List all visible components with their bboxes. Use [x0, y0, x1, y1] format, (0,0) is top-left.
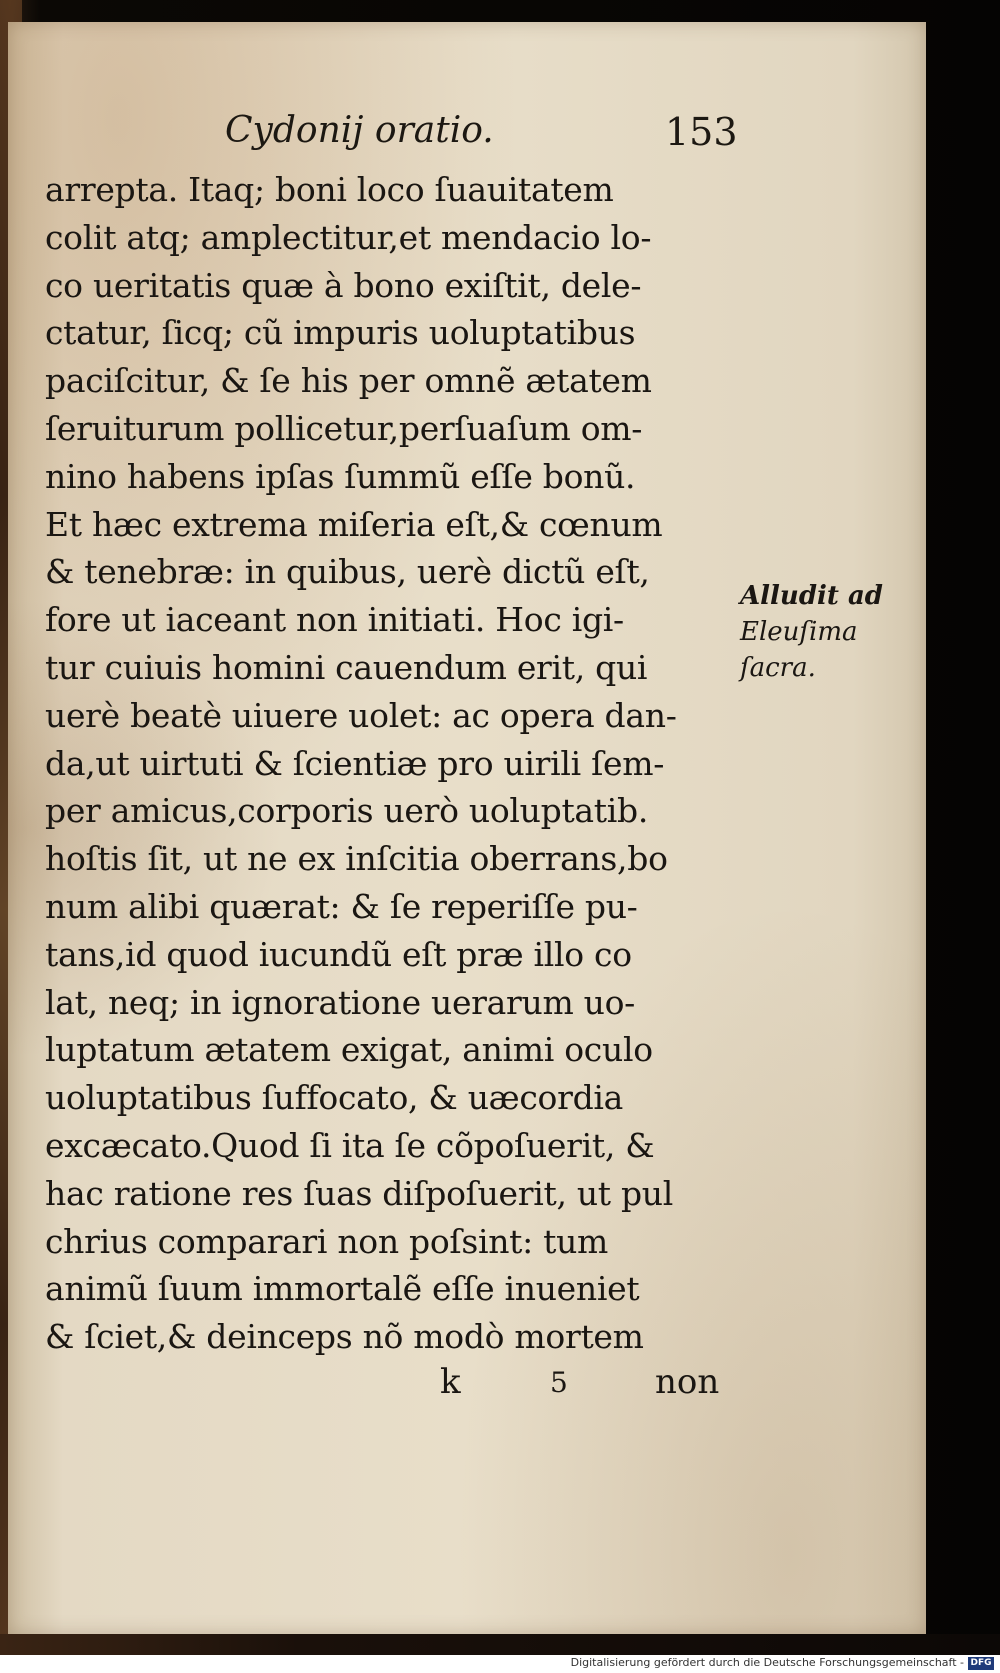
text-line: luptatum ætatem exigat, animi oculo: [45, 1030, 653, 1070]
marginal-note-line: Eleuſima: [740, 617, 858, 647]
text-line: paciſcitur, & ſe his per omnẽ ætatem: [45, 361, 652, 401]
text-line: tans,id quod iucundũ eſt præ illo co: [45, 934, 632, 974]
signature-mark: k: [440, 1362, 461, 1402]
page-number: 153: [665, 110, 738, 154]
text-line: hoſtis ſit, ut ne ex inſcitia oberrans,bo: [45, 839, 668, 879]
text-line: animũ ſuum immortalẽ eſſe inueniet: [45, 1269, 640, 1309]
text-line: & tenebræ: in quibus, uerè dictũ eſt,: [45, 552, 650, 592]
text-line: colit atq; amplectitur,et mendacio lo-: [45, 217, 652, 257]
text-line: tur cuiuis homini cauendum erit, qui: [45, 647, 648, 687]
footer-bar: [0, 1655, 1000, 1673]
marginal-note: [740, 578, 910, 686]
dfg-logo: DFG: [968, 1657, 994, 1670]
text-line: lat, neq; in ignoratione uerarum uo-: [45, 982, 636, 1022]
text-line: nino habens ipſas ſummũ eſſe bonũ.: [45, 456, 636, 496]
text-line: hac ratione res ſuas diſpoſuerit, ut pul: [45, 1173, 673, 1213]
text-line: ſeruiturum pollicetur,perſuaſum om-: [45, 408, 643, 448]
text-line: & ſciet,& deinceps nõ modò mortem: [45, 1317, 644, 1357]
signature-number: 5: [550, 1366, 568, 1399]
text-line: Et hæc extrema miſeria eſt,& cœnum: [45, 504, 663, 544]
text-line: arrepta. Itaq; boni loco ſuauitatem: [45, 170, 614, 209]
text-line: ctatur, ſicq; cũ impuris uoluptatibus: [45, 313, 636, 353]
text-line: uoluptatibus ſuffocato, & uæcordia: [45, 1078, 624, 1118]
body-text: [45, 166, 735, 1361]
scan-bottom-edge: [0, 1634, 1000, 1655]
text-line: uerè beatè uiuere uolet: ac opera dan-: [45, 695, 677, 735]
text-line: chrius comparari non poſsint: tum: [45, 1221, 609, 1261]
running-head: [225, 110, 738, 160]
footer-credit: Digitalisierung gefördert durch die Deutsche Forschungsgemeinschaft -: [570, 1656, 964, 1669]
marginal-note-line: ſacra.: [740, 653, 816, 683]
text-line: da,ut uirtuti & ſcientiæ pro uirili ſem-: [45, 743, 665, 783]
text-line: num alibi quærat: & ſe reperiſſe pu-: [45, 886, 638, 926]
marginal-note-line: Alludit ad: [740, 581, 883, 611]
text-line: excæcato.Quod ſi ita ſe cõpoſuerit, &: [45, 1125, 655, 1165]
text-line: fore ut iaceant non initiati. Hoc igi-: [45, 600, 624, 640]
catchword: non: [655, 1362, 720, 1402]
running-title: Cydonij oratio.: [225, 110, 494, 151]
text-line: per amicus,corporis uerò uoluptatib.: [45, 791, 649, 831]
catchline: [440, 1362, 740, 1412]
text-line: co ueritatis quæ à bono exiſtit, dele-: [45, 265, 642, 305]
